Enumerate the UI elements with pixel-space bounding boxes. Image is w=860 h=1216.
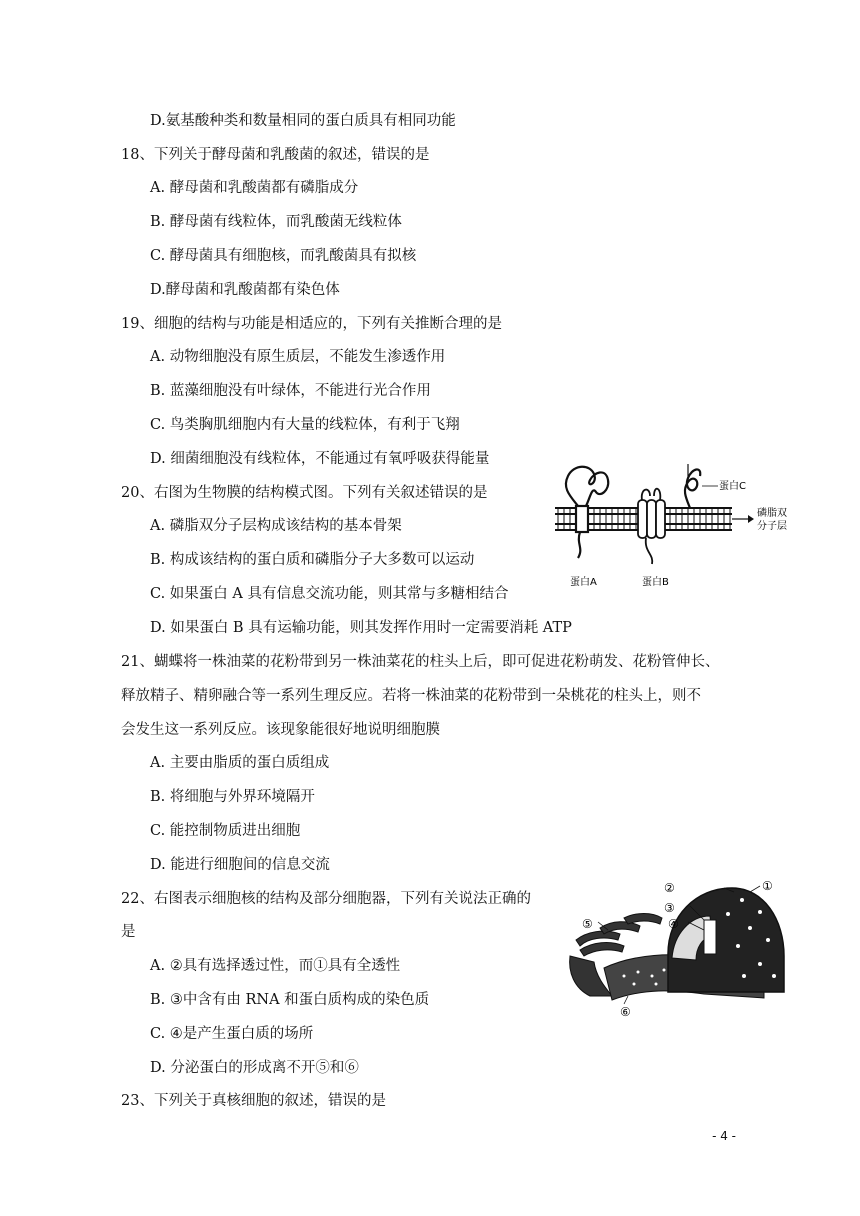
bilayer-label-line2: 分子层 bbox=[757, 521, 787, 532]
label-3: ③ bbox=[664, 901, 675, 915]
q21-option-a: A. 主要由脂质的蛋白质组成 bbox=[150, 755, 330, 771]
nucleus-diagram bbox=[564, 876, 786, 1022]
q23-stem: 23、下列关于真核细胞的叙述，错误的是 bbox=[121, 1093, 386, 1109]
nucleolus bbox=[704, 920, 716, 954]
q19-option-c: C. 鸟类胸肌细胞内有大量的线粒体，有利于飞翔 bbox=[150, 417, 460, 433]
q18-stem: 18、下列关于酵母菌和乳酸菌的叙述，错误的是 bbox=[121, 147, 430, 163]
q20-option-c: C. 如果蛋白 A 具有信息交流功能，则其常与多糖相结合 bbox=[150, 586, 509, 602]
q21-option-c: C. 能控制物质进出细胞 bbox=[150, 823, 301, 839]
label-6: ⑥ bbox=[620, 1005, 631, 1019]
protein-a-shape bbox=[566, 467, 608, 558]
q21-option-b: B. 将细胞与外界环境隔开 bbox=[150, 789, 315, 805]
q17-option-d: D.氨基酸种类和数量相同的蛋白质具有相同功能 bbox=[150, 113, 456, 129]
bilayer-label-line1: 磷脂双 bbox=[757, 508, 787, 519]
q22-option-c: C. ④是产生蛋白质的场所 bbox=[150, 1026, 314, 1042]
q22-option-a: A. ②具有选择透过性，而①具有全透性 bbox=[150, 958, 401, 974]
q20-option-a: A. 磷脂双分子层构成该结构的基本骨架 bbox=[150, 518, 402, 534]
membrane-diagram bbox=[550, 458, 790, 592]
protein-b-shape bbox=[638, 489, 665, 564]
q22-option-b: B. ③中含有由 RNA 和蛋白质构成的染色质 bbox=[150, 992, 430, 1008]
q19-stem: 19、细胞的结构与功能是相适应的，下列有关推断合理的是 bbox=[121, 316, 502, 332]
q21-stem-line1: 21、蝴蝶将一株油菜的花粉带到另一株油菜花的柱头上后，即可促进花粉萌发、花粉管伸长、 bbox=[121, 654, 720, 670]
q22-stem-line1: 22、右图表示细胞核的结构及部分细胞器，下列有关说法正确的 bbox=[121, 891, 531, 907]
q19-option-a: A. 动物细胞没有原生质层，不能发生渗透作用 bbox=[150, 349, 446, 365]
q21-stem-line3: 会发生这一系列反应。该现象能很好地说明细胞膜 bbox=[121, 722, 440, 738]
label-2: ② bbox=[664, 881, 675, 895]
q20-option-b: B. 构成该结构的蛋白质和磷脂分子大多数可以运动 bbox=[150, 552, 475, 568]
page-number: - 4 - bbox=[712, 1129, 736, 1143]
q19-option-d: D. 细菌细胞没有线粒体，不能通过有氧呼吸获得能量 bbox=[150, 451, 490, 467]
q18-option-c: C. 酵母菌具有细胞核，而乳酸菌具有拟核 bbox=[150, 248, 417, 264]
q20-option-d: D. 如果蛋白 B 具有运输功能，则其发挥作用时一定需要消耗 ATP bbox=[150, 620, 572, 636]
protein-c-shape bbox=[685, 464, 718, 508]
q21-option-d: D. 能进行细胞间的信息交流 bbox=[150, 857, 330, 873]
label-5: ⑤ bbox=[582, 917, 593, 931]
q22-option-d: D. 分泌蛋白的形成离不开⑤和⑥ bbox=[150, 1060, 359, 1076]
q20-stem: 20、右图为生物膜的结构模式图。下列有关叙述错误的是 bbox=[121, 485, 488, 501]
q19-option-b: B. 蓝藻细胞没有叶绿体，不能进行光合作用 bbox=[150, 383, 431, 399]
label-1: ① bbox=[762, 879, 773, 893]
protein-a-label: 蛋白A bbox=[570, 577, 597, 588]
q18-option-b: B. 酵母菌有线粒体，而乳酸菌无线粒体 bbox=[150, 214, 402, 230]
protein-c-label: 蛋白C bbox=[719, 481, 746, 492]
label-4: ④ bbox=[668, 917, 679, 931]
q21-stem-line2: 释放精子、精卵融合等一系列生理反应。若将一株油菜的花粉带到一朵桃花的柱头上，则不 bbox=[121, 688, 701, 704]
q18-option-a: A. 酵母菌和乳酸菌都有磷脂成分 bbox=[150, 180, 359, 196]
q22-stem-line2: 是 bbox=[121, 924, 136, 940]
protein-b-label: 蛋白B bbox=[642, 577, 669, 588]
q18-option-d: D.酵母菌和乳酸菌都有染色体 bbox=[150, 282, 340, 298]
